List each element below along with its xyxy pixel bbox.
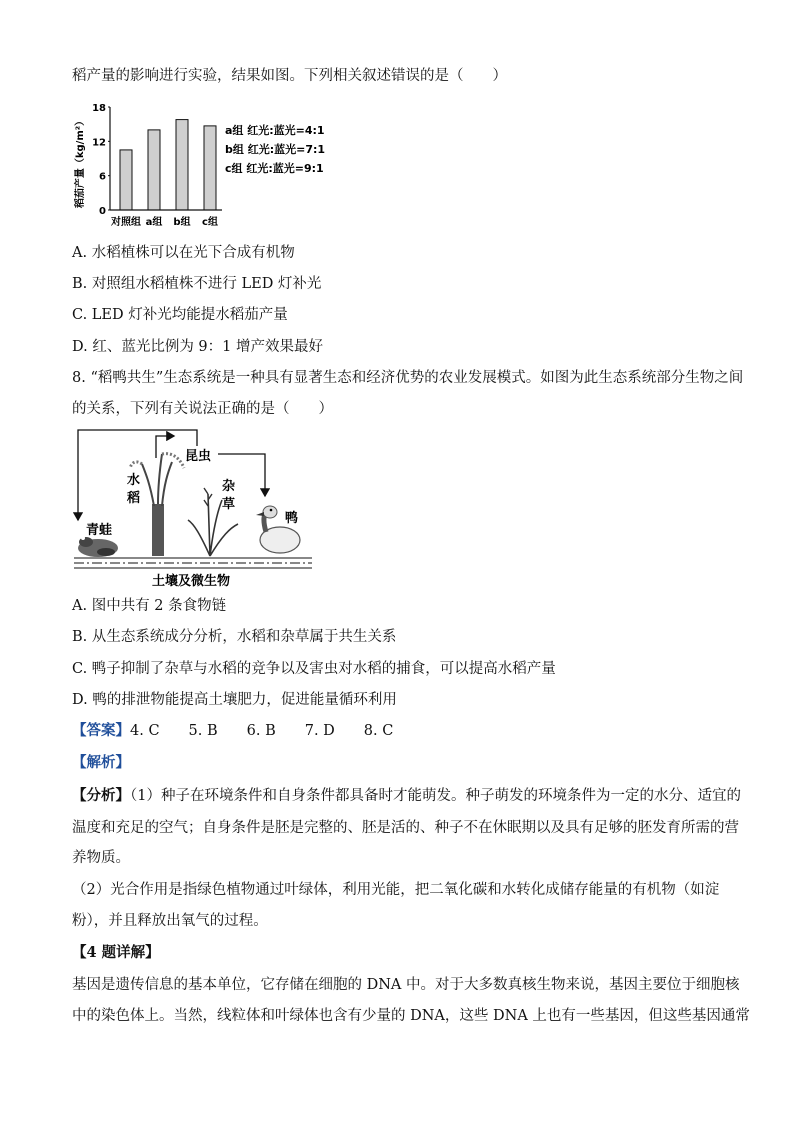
legend-entry: c组 红光:蓝光=9:1 <box>225 162 324 175</box>
y-tick-label: 0 <box>99 206 106 217</box>
q8-option-c: C. 鸭子抑制了杂草与水稻的竞争以及害虫对水稻的捕食，可以提高水稻产量 <box>72 661 556 677</box>
analysis-tag: 【解析】 <box>72 754 130 771</box>
bar-3 <box>176 120 188 210</box>
yield-bar-chart <box>72 100 372 235</box>
x-tick-label: b组 <box>173 217 191 228</box>
bar-1 <box>120 150 132 210</box>
soil-label: 土壤及微生物 <box>152 574 231 589</box>
x-tick-label: 对照组 <box>111 217 141 228</box>
q8-option-a: A. 图中共有 2 条食物链 <box>72 598 227 614</box>
answer-text: 4. C 5. B 6. B 7. D 8. C <box>130 723 394 739</box>
analysis-line-5: 粉），并且释放出氧气的过程。 <box>72 913 268 929</box>
ecosystem-diagram <box>72 424 322 594</box>
legend-entry: a组 红光:蓝光=4:1 <box>225 124 325 137</box>
rice-label-1: 水 <box>127 473 141 488</box>
q8-option-b: B. 从生态系统成分分析，水稻和杂草属于共生关系 <box>72 629 397 645</box>
analysis-line-1 <box>72 786 741 806</box>
detail-line-2: 中的染色体上。当然，线粒体和叶绿体也含有少量的 DNA，这些 DNA 上也有一些基因，但这些基因通常 <box>72 1008 750 1024</box>
analysis-line-3: 养物质。 <box>72 850 130 866</box>
duck-label: 鸭 <box>285 511 299 526</box>
weed-label-1: 杂 <box>222 479 236 494</box>
weed-label-2: 草 <box>222 497 236 512</box>
detail-tag: 【4 题详解】 <box>72 944 160 961</box>
q8-stem-line-2: 的关系，下列有关说法正确的是（ ） <box>72 401 333 417</box>
q7-option-d: D. 红、蓝光比例为 9：1 增产效果最好 <box>72 339 323 355</box>
y-tick-label: 12 <box>92 137 106 149</box>
frog-illustration <box>78 536 118 557</box>
answer-line <box>72 721 393 741</box>
rice-label-2: 稻 <box>127 491 141 506</box>
legend-entry: b组 红光:蓝光=7:1 <box>225 143 326 156</box>
bar-4 <box>204 126 216 210</box>
y-tick-label: 18 <box>92 103 106 114</box>
q8-stem-line-1: 8. “稻鸭共生”生态系统是一种具有显著生态和经济优势的农业发展模式。如图为此生态系统部分生物之间 <box>72 370 744 386</box>
x-tick-label: a组 <box>145 217 163 228</box>
frog-label: 青蛙 <box>86 523 113 538</box>
q8-option-d: D. 鸭的排泄物能提高土壤肥力，促进能量循环利用 <box>72 692 397 708</box>
q7-option-b: B. 对照组水稻植株不进行 LED 灯补光 <box>72 276 322 292</box>
bar-2 <box>148 130 160 210</box>
detail-line-1: 基因是遗传信息的基本单位，它存储在细胞的 DNA 中。对于大多数真核生物来说，基因主要位于细胞核 <box>72 977 740 993</box>
analysis-line-4: （2）光合作用是指绿色植物通过叶绿体，利用光能，把二氧化碳和水转化成储存能量的有机物（如淀 <box>72 882 720 898</box>
analysis-text-1: （1）种子在环境条件和自身条件都具备时才能萌发。种子萌发的环境条件为一定的水分、适宜的 <box>130 788 741 804</box>
insect-label: 昆虫 <box>185 449 212 464</box>
q7-option-a: A. 水稻植株可以在光下合成有机物 <box>72 245 295 261</box>
chart-ylabel: 稻茄产量（kg/m²） <box>75 115 86 209</box>
answer-tag: 【答案】 <box>72 722 130 739</box>
analysis-line-2: 温度和充足的空气；自身条件是胚是完整的、胚是活的、种子不在休眠期以及具有足够的胚发育所需的营 <box>72 820 739 836</box>
analysis-head: 【分析】 <box>72 787 130 804</box>
q7-option-c: C. LED 灯补光均能提水稻茄产量 <box>72 307 288 323</box>
x-tick-label: c组 <box>202 217 218 228</box>
y-tick-label: 6 <box>99 171 106 183</box>
question-intro: 稻产量的影响进行实验，结果如图。下列相关叙述错误的是（ ） <box>72 68 507 84</box>
